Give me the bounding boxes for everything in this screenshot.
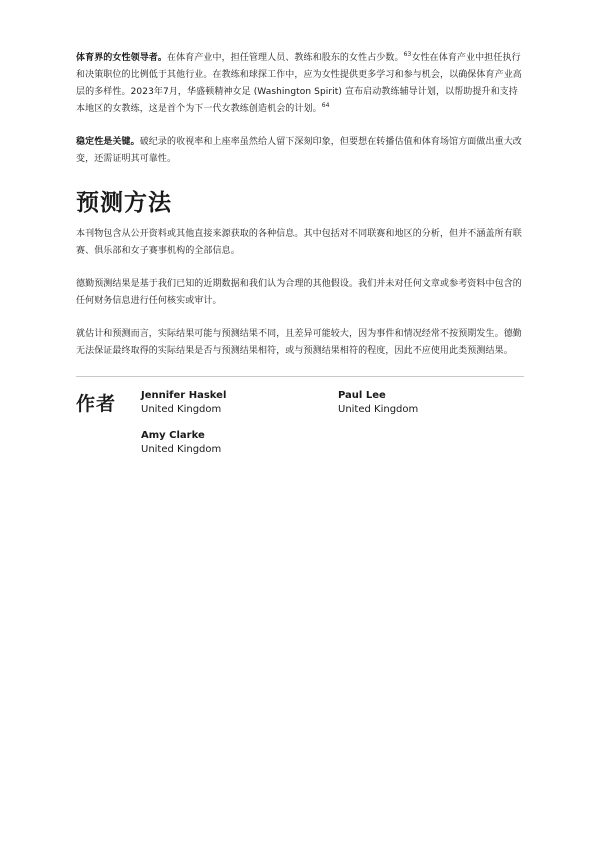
- author-name: Paul Lee: [338, 390, 386, 401]
- methodology-paragraph-1: 本刊物包含从公开资料或其他直接来源获取的各种信息。其中包括对不同联赛和地区的分析，但并不涵盖所有联赛、俱乐部和女子赛事机构的全部信息。: [76, 229, 522, 256]
- author-card: [338, 389, 418, 417]
- methodology-paragraph-2: 德勤预测结果是基于我们已知的近期数据和我们认为合理的其他假设。我们并未对任何文章或参考资料中包含的任何财务信息进行任何核实或审计。: [76, 279, 522, 306]
- author-card: [141, 429, 221, 457]
- footnote-ref-63[interactable]: 63: [403, 51, 412, 58]
- stability-paragraph: [76, 134, 524, 168]
- author-location: United Kingdom: [141, 444, 222, 455]
- women-leaders-lead: 体育界的女性领导者。: [76, 53, 168, 63]
- section-divider: [76, 376, 524, 377]
- author-name: Amy Clarke: [141, 430, 205, 441]
- methodology-heading: 预测方法: [76, 190, 172, 216]
- authors-section: [76, 387, 524, 467]
- women-leaders-text-2: 女性在体育产业中担任执行和决策职位的比例低于其他行业。在教练和球探工作中，应为女性提供更多学习和参与机会，以确保体育产业高层的多样性。2023年7月，华盛顿精神女足 (Washington Spirit) 宣布启动教练辅导计划，以帮助提升和支持本地区的女教练，这是首个为下一代女教练创造机会的计划。: [76, 53, 522, 114]
- author-card: [141, 389, 226, 417]
- stability-lead: 稳定性是关键。: [76, 137, 140, 147]
- women-leaders-paragraph: [76, 50, 524, 118]
- author-name: Jennifer Haskel: [141, 390, 227, 401]
- author-location: United Kingdom: [338, 404, 419, 415]
- stability-text: 破纪录的收视率和上座率虽然给人留下深刻印象，但要想在转播估值和体育场馆方面做出重大改变，还需证明其可靠性。: [76, 137, 522, 164]
- methodology-paragraph-3: 就估计和预测而言，实际结果可能与预测结果不同，且差异可能较大，因为事件和情况经常不按预期发生。德勤无法保证最终取得的实际结果是否与预测结果相符，或与预测结果相符的程度，因此不应使用此类预测结果。: [76, 329, 522, 356]
- document-page: [76, 50, 524, 467]
- women-leaders-text-1: 在体育产业中，担任管理人员、教练和股东的女性占少数。: [167, 53, 404, 63]
- footnote-ref-64[interactable]: 64: [321, 102, 330, 109]
- authors-heading: 作者: [76, 393, 117, 415]
- author-location: United Kingdom: [141, 404, 222, 415]
